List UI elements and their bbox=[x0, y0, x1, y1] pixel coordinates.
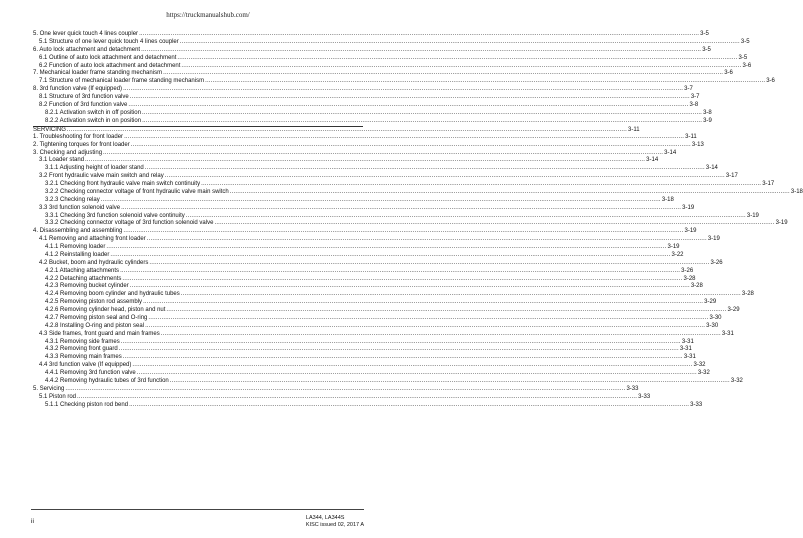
toc-entry bbox=[33, 354, 696, 362]
toc-entry bbox=[33, 385, 639, 394]
toc-entry-page: 3-19 bbox=[682, 204, 695, 211]
toc-leader-dots: ............................................................................................................................................................................................................................................................................................................ bbox=[129, 94, 690, 100]
toc-leader-dots: ............................................................................................................................................................................................................................................................................................................ bbox=[122, 275, 683, 282]
toc-entry-title: 2. Tightening torques for front loader bbox=[33, 141, 130, 148]
toc-leader-dots: ............................................................................................................................................................................................................................................................................................................ bbox=[120, 267, 681, 274]
toc-entry bbox=[33, 401, 703, 410]
toc-entry-page: 3-19 bbox=[775, 220, 788, 227]
toc-entry bbox=[33, 291, 754, 299]
toc-leader-dots: ............................................................................................................................................................................................................................................................................................................ bbox=[146, 236, 707, 243]
toc-entry-title: 8.2.2 Activation switch in on position bbox=[45, 117, 142, 124]
toc-entry-title: 6.1 Outline of auto lock attachment and detachment bbox=[39, 54, 177, 61]
toc-leader-dots: ............................................................................................................................................................................................................................................................................................................ bbox=[229, 188, 790, 195]
toc-entry-page: 3-5 bbox=[740, 38, 750, 45]
toc-leader-dots: ............................................................................................................................................................................................................................................................................................................ bbox=[149, 259, 710, 266]
toc-entry-page: 3-19 bbox=[746, 212, 759, 219]
toc-entry-title: 3.2.2 Checking connector voltage of front hydraulic valve main switch bbox=[45, 188, 229, 195]
toc-entry-page: 3-32 bbox=[697, 370, 710, 377]
toc-entry-title: 3.1.1 Adjusting height of loader stand bbox=[45, 165, 144, 172]
toc-leader-dots: ............................................................................................................................................................................................................................................................................................................ bbox=[129, 283, 690, 290]
toc-entry-title: SERVICING bbox=[33, 126, 66, 133]
toc-entry-title: 8.1 Structure of 3rd function valve bbox=[39, 94, 129, 100]
page-number: ii bbox=[31, 518, 34, 525]
toc-entry bbox=[33, 101, 699, 110]
toc-entry-title: 4.2.6 Removing cylinder head, piston and nut bbox=[45, 307, 166, 314]
toc-entry bbox=[33, 283, 703, 291]
toc-leader-dots: ............................................................................................................................................................................................................................................................................................................ bbox=[130, 141, 691, 148]
toc-entry-title: 3.3 3rd function solenoid valve bbox=[39, 204, 121, 211]
toc-entry bbox=[33, 188, 803, 197]
toc-leader-dots: ............................................................................................................................................................................................................................................................................................................ bbox=[177, 54, 738, 61]
toc-leader-dots: ............................................................................................................................................................................................................................................................................................................ bbox=[100, 196, 661, 203]
toc-entry bbox=[33, 196, 674, 205]
toc-entry-page: 3-31 bbox=[721, 330, 734, 337]
toc-leader-dots: ............................................................................................................................................................................................................................................................................................................ bbox=[205, 78, 766, 85]
toc-entry-title: 4. Disassembling and assembling bbox=[33, 228, 123, 235]
toc-entry-page: 3-6 bbox=[766, 78, 775, 85]
toc-entry-title: 4.3.1 Removing side frames bbox=[45, 338, 120, 345]
toc-entry bbox=[33, 70, 733, 78]
toc-leader-dots: ............................................................................................................................................................................................................................................................................................................ bbox=[148, 314, 709, 321]
toc-leader-dots: ............................................................................................................................................................................................................................................................................................................ bbox=[164, 173, 725, 180]
toc-entry bbox=[33, 251, 684, 260]
toc-leader-dots: ............................................................................................................................................................................................................................................................................................................ bbox=[185, 212, 746, 219]
toc-entry-title: 4.4.1 Removing 3rd function valve bbox=[45, 370, 136, 377]
toc-leader-dots: ............................................................................................................................................................................................................................................................................................................ bbox=[144, 165, 705, 172]
toc-entry bbox=[33, 267, 694, 276]
toc-entry-title: 4.2.1 Attaching attachments bbox=[45, 267, 120, 274]
toc-entry-title: 4.2 Bucket, boom and hydraulic cylinders bbox=[39, 259, 149, 266]
footer-divider bbox=[31, 509, 364, 510]
toc-entry-page: 3-31 bbox=[679, 346, 692, 353]
toc-entry-page: 3-17 bbox=[762, 181, 775, 188]
toc-entry bbox=[33, 228, 697, 236]
toc-entry-title: 4.4 3rd function valve (If equipped) bbox=[39, 362, 132, 369]
table-of-contents bbox=[33, 31, 803, 409]
toc-entry-page: 3-22 bbox=[671, 251, 684, 258]
toc-leader-dots: ............................................................................................................................................................................................................................................................................................................ bbox=[214, 220, 775, 227]
toc-entry-title: 5. One lever quick touch 4 lines coupler bbox=[33, 31, 139, 37]
toc-entry-page: 3-6 bbox=[742, 62, 752, 69]
toc-entry-page: 3-18 bbox=[661, 196, 674, 203]
toc-entry-title: 4.1 Removing and attaching front loader bbox=[39, 236, 146, 243]
toc-entry-page: 3-32 bbox=[730, 377, 743, 384]
toc-entry bbox=[33, 377, 743, 386]
toc-leader-dots: ............................................................................................................................................................................................................................................................................................................ bbox=[179, 38, 740, 45]
toc-entry-page: 3-11 bbox=[685, 133, 697, 140]
toc-entry bbox=[33, 393, 651, 402]
toc-entry bbox=[33, 149, 677, 158]
toc-entry-title: 3.2.1 Checking front hydraulic valve main switch continuity bbox=[45, 181, 201, 188]
toc-leader-dots: ............................................................................................................................................................................................................................................................................................................ bbox=[181, 62, 742, 69]
toc-leader-dots: ............................................................................................................................................................................................................................................................................................................ bbox=[85, 157, 646, 164]
toc-entry-page: 3-29 bbox=[727, 307, 740, 314]
toc-leader-dots: ............................................................................................................................................................................................................................................................................................................ bbox=[124, 133, 685, 140]
toc-entry-page: 3-11 bbox=[628, 126, 640, 133]
toc-entry-page: 3-32 bbox=[693, 362, 706, 369]
toc-entry-page: 3-30 bbox=[706, 322, 719, 329]
toc-leader-dots: ............................................................................................................................................................................................................................................................................................................ bbox=[132, 362, 693, 369]
toc-leader-dots: ............................................................................................................................................................................................................................................................................................................ bbox=[103, 149, 664, 156]
toc-leader-dots: ............................................................................................................................................................................................................................................................................................................ bbox=[160, 330, 721, 337]
toc-entry bbox=[33, 133, 697, 142]
toc-leader-dots: ............................................................................................................................................................................................................................................................................................................ bbox=[128, 101, 689, 108]
toc-entry-page: 3-33 bbox=[638, 393, 651, 400]
toc-entry-title: 5.1 Piston rod bbox=[39, 393, 77, 400]
toc-entry-title: 3.3.2 Checking connector voltage of 3rd function solenoid valve bbox=[45, 220, 214, 227]
toc-leader-dots: ............................................................................................................................................................................................................................................................................................................ bbox=[120, 338, 681, 345]
toc-entry-title: 6. Auto lock attachment and detachment bbox=[33, 46, 141, 53]
toc-entry-title: 3.1 Loader stand bbox=[39, 157, 85, 164]
toc-entry bbox=[33, 157, 659, 165]
toc-entry bbox=[33, 31, 709, 39]
toc-entry-title: 4.3.3 Removing main frames bbox=[45, 354, 122, 361]
toc-entry bbox=[33, 212, 759, 221]
toc-entry bbox=[33, 330, 734, 339]
toc-entry bbox=[33, 370, 710, 378]
toc-entry bbox=[33, 220, 788, 228]
toc-entry-title: 5. Servicing bbox=[33, 385, 65, 392]
toc-entry-title: 4.2.8 Installing O-ring and piston seal bbox=[45, 322, 145, 329]
toc-entry-title: 8.2 Function of 3rd function valve bbox=[39, 101, 128, 108]
toc-entry-page: 3-28 bbox=[683, 275, 696, 282]
toc-entry bbox=[33, 117, 712, 126]
toc-entry-page: 3-7 bbox=[690, 94, 700, 100]
toc-entry-title: 8.2.1 Activation switch in off position bbox=[45, 109, 141, 116]
toc-section-heading bbox=[33, 126, 640, 134]
toc-entry bbox=[33, 109, 712, 118]
toc-leader-dots: ............................................................................................................................................................................................................................................................................................................ bbox=[123, 228, 684, 235]
toc-entry bbox=[33, 236, 720, 244]
toc-leader-dots: ............................................................................................................................................................................................................................................................................................................ bbox=[122, 354, 683, 361]
toc-entry-page: 3-14 bbox=[664, 149, 677, 156]
toc-entry-page: 3-8 bbox=[689, 101, 699, 108]
toc-entry-page: 3-19 bbox=[667, 244, 680, 251]
toc-entry-page: 3-19 bbox=[684, 228, 697, 235]
toc-entry-title: 4.2.5 Removing piston rod assembly bbox=[45, 299, 143, 306]
toc-leader-dots: ............................................................................................................................................................................................................................................................................................................ bbox=[145, 322, 706, 329]
toc-entry-title: 5.1.1 Checking piston rod bend bbox=[45, 401, 129, 408]
toc-entry bbox=[33, 86, 693, 94]
toc-entry-title: 5.1 Structure of one lever quick touch 4 lines coupler bbox=[39, 38, 179, 45]
toc-entry-page: 3-17 bbox=[725, 173, 738, 180]
header-url: https://truckmanualshub.com/ bbox=[166, 11, 250, 19]
toc-entry-page: 3-14 bbox=[646, 157, 659, 164]
toc-leader-dots: ............................................................................................................................................................................................................................................................................................................ bbox=[141, 109, 703, 116]
toc-entry bbox=[33, 322, 719, 331]
toc-entry bbox=[33, 204, 695, 213]
toc-entry bbox=[33, 299, 717, 307]
toc-entry-page: 3-14 bbox=[705, 165, 718, 172]
toc-entry-page: 3-6 bbox=[724, 70, 733, 77]
toc-entry-title: 7. Mechanical loader frame standing mechanism bbox=[33, 70, 163, 77]
toc-leader-dots: ............................................................................................................................................................................................................................................................................................................ bbox=[106, 244, 667, 251]
toc-entry bbox=[33, 244, 680, 252]
toc-entry-title: 3. Checking and adjusting bbox=[33, 149, 103, 156]
toc-entry bbox=[33, 346, 692, 354]
toc-entry bbox=[33, 62, 752, 71]
toc-entry-page: 3-31 bbox=[681, 338, 694, 345]
toc-leader-dots: ............................................................................................................................................................................................................................................................................................................ bbox=[118, 346, 679, 353]
toc-leader-dots: ............................................................................................................................................................................................................................................................................................................ bbox=[169, 377, 730, 384]
toc-entry-title: 4.3 Side frames, front guard and main frames bbox=[39, 330, 160, 337]
toc-leader-dots: ............................................................................................................................................................................................................................................................................................................ bbox=[143, 299, 704, 306]
toc-leader-dots: ............................................................................................................................................................................................................................................................................................................ bbox=[166, 307, 727, 314]
toc-entry-title: 4.2.3 Removing bucket cylinder bbox=[45, 283, 129, 290]
toc-leader-dots: ............................................................................................................................................................................................................................................................................................................ bbox=[121, 204, 682, 211]
toc-entry bbox=[33, 165, 718, 173]
toc-leader-dots: ............................................................................................................................................................................................................................................................................................................ bbox=[110, 251, 671, 258]
toc-entry bbox=[33, 259, 723, 268]
toc-entry-title: 3.2.3 Checking relay bbox=[45, 196, 100, 203]
toc-entry-page: 3-29 bbox=[704, 299, 717, 306]
toc-leader-dots: ............................................................................................................................................................................................................................................................................................................ bbox=[136, 370, 697, 377]
toc-entry bbox=[33, 338, 694, 347]
toc-entry-page: 3-18 bbox=[790, 188, 803, 195]
toc-entry-title: 4.3.2 Removing front guard bbox=[45, 346, 118, 353]
toc-leader-dots: ............................................................................................................................................................................................................................................................................................................ bbox=[139, 31, 700, 37]
footer-info bbox=[306, 515, 364, 529]
toc-entry-page: 3-33 bbox=[626, 385, 639, 392]
toc-entry-page: 3-28 bbox=[741, 291, 754, 298]
toc-entry bbox=[33, 38, 750, 47]
toc-entry bbox=[33, 181, 775, 189]
toc-entry bbox=[33, 54, 748, 63]
toc-entry bbox=[33, 307, 740, 315]
toc-entry bbox=[33, 46, 711, 55]
toc-entry-title: 3.3.1 Checking 3rd function solenoid valve continuity bbox=[45, 212, 185, 219]
toc-entry-page: 3-26 bbox=[710, 259, 723, 266]
toc-entry-page: 3-7 bbox=[684, 86, 693, 93]
toc-entry-page: 3-5 bbox=[702, 46, 711, 53]
toc-leader-dots: ............................................................................................................................................................................................................................................................................................................ bbox=[77, 393, 638, 400]
toc-leader-dots: ............................................................................................................................................................................................................................................................................................................ bbox=[123, 86, 684, 93]
footer-issue: KISC issued 02, 2017 A bbox=[305, 522, 364, 528]
toc-leader-dots: ............................................................................................................................................................................................................................................................................................................ bbox=[65, 385, 626, 392]
toc-entry-page: 3-30 bbox=[709, 314, 722, 321]
toc-leader-dots: ............................................................................................................................................................................................................................................................................................................ bbox=[180, 291, 741, 298]
toc-entry-page: 3-8 bbox=[703, 109, 712, 116]
toc-leader-dots: ............................................................................................................................................................................................................................................................................................................ bbox=[163, 70, 724, 77]
toc-entry-title: 4.4.2 Removing hydraulic tubes of 3rd function bbox=[45, 377, 169, 384]
toc-entry-title: 6.2 Function of auto lock attachment and detachment bbox=[39, 62, 181, 69]
toc-entry-title: 8. 3rd function valve (If equipped) bbox=[33, 86, 123, 93]
toc-entry-page: 3-5 bbox=[738, 54, 748, 61]
toc-entry-page: 3-9 bbox=[703, 117, 712, 124]
toc-entry-page: 3-31 bbox=[683, 354, 696, 361]
toc-entry bbox=[33, 94, 700, 102]
toc-entry-title: 1. Troubleshooting for front loader bbox=[33, 133, 124, 140]
footer-model: LA344, LA344S bbox=[305, 515, 345, 521]
toc-entry-title: 4.1.2 Reinstalling loader bbox=[45, 251, 110, 258]
toc-entry bbox=[33, 78, 775, 86]
toc-entry-title: 7.1 Structure of mechanical loader frame standing mechanism bbox=[39, 78, 205, 85]
toc-entry-page: 3-13 bbox=[691, 141, 704, 148]
toc-entry bbox=[33, 275, 696, 284]
toc-leader-dots: ............................................................................................................................................................................................................................................................................................................ bbox=[201, 181, 762, 188]
toc-leader-dots: ............................................................................................................................................................................................................................................................................................................ bbox=[142, 117, 703, 124]
toc-entry-page: 3-26 bbox=[681, 267, 694, 274]
toc-leader-dots: ............................................................................................................................................................................................................................................................................................................ bbox=[129, 401, 690, 408]
toc-leader-dots: ............................................................................................................................................................................................................................................................................................................ bbox=[66, 126, 628, 133]
toc-entry-title: 4.2.2 Detaching attachments bbox=[45, 275, 122, 282]
toc-entry-page: 3-5 bbox=[700, 31, 709, 37]
toc-entry-page: 3-33 bbox=[690, 401, 703, 408]
toc-entry bbox=[33, 173, 738, 181]
toc-entry-page: 3-28 bbox=[690, 283, 703, 290]
toc-entry bbox=[33, 314, 722, 323]
toc-entry-title: 4.2.7 Removing piston seal and O-ring bbox=[45, 314, 148, 321]
toc-entry-title: 4.2.4 Removing boom cylinder and hydraulic tubes bbox=[45, 291, 180, 298]
toc-entry-page: 3-19 bbox=[707, 236, 720, 243]
toc-leader-dots: ............................................................................................................................................................................................................................................................................................................ bbox=[141, 46, 702, 53]
toc-entry-title: 4.1.1 Removing loader bbox=[45, 244, 106, 251]
toc-entry-title: 3.2 Front hydraulic valve main switch and relay bbox=[39, 173, 164, 180]
toc-entry bbox=[33, 362, 706, 370]
toc-entry bbox=[33, 141, 704, 150]
